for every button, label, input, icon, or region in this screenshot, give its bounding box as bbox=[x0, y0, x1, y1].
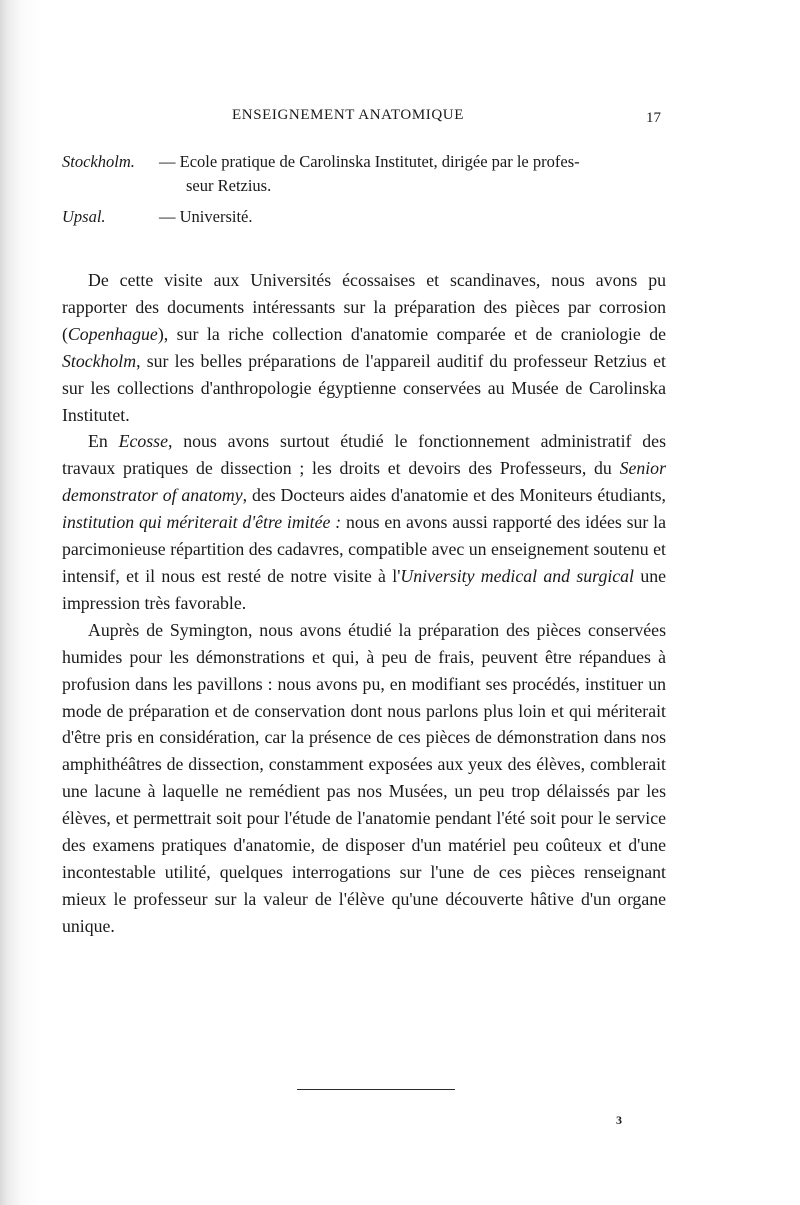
text-run: , nous avons surtout étudié le fonctionnement administratif des travaux pratiques de dissection ; les droits et devoirs des Professeurs, du bbox=[62, 431, 666, 479]
body-text bbox=[62, 267, 666, 940]
italic-run: Copenhague bbox=[67, 323, 158, 344]
italic-run: institution qui mériterait d'être imitée : bbox=[62, 512, 342, 533]
signature-mark: 3 bbox=[616, 1113, 622, 1127]
paragraph: Auprès de Symington, nous avons étudié la préparation des pièces conservées humides pour les démonstrations et qui, à peu de frais, peuvent être répandues à profusion dans les pavillons : nous avons pu, en modifiant ses procédés, instituer un mode de préparation et de conservation dont nous parlons plus loin et qui mériterait d'être pris en considération, car la présence de ces pièces de démonstration dans nos amphithéâtres de dissection, constamment exposées aux yeux des élèves, comblerait une lacune à laquelle ne remédient pas nos Musées, un peu trop délaissés par les élèves, et permettrait soit pour l'étude de l'anatomie pendant l'été soit pour le service des examens pratiques d'anatomie, de disposer d'un matériel peu coûteux et d'une incontestable utilité, quelques interrogations sur l'une de ces pièces renseignant mieux le professeur sur la valeur de l'élève qu'une découverte hâtive d'un organe unique. bbox=[62, 619, 666, 936]
entry-city: Upsal. bbox=[62, 207, 106, 226]
text-run: ), sur la riche collection d'anatomie comparée et de craniologie de bbox=[157, 323, 666, 344]
running-title: ENSEIGNEMENT ANATOMIQUE bbox=[232, 107, 464, 123]
text-run: , sur les belles préparations de l'appareil auditif du professeur Retzius et sur les collections d'anthropologie égyptienne conservées au Musée de Carolinska Institutet. bbox=[62, 350, 666, 425]
entry-description-line: seur Retzius. bbox=[186, 176, 272, 195]
page-number: 17 bbox=[646, 110, 661, 126]
text-run: nous en avons aussi rapporté des idées sur la parcimonieuse répartition des cadavres, compatible avec un enseignement soutenu et intensif, et il nous est resté de notre visite à l' bbox=[62, 512, 666, 586]
paragraph bbox=[62, 267, 666, 428]
entry-city: Stockholm. bbox=[62, 152, 135, 171]
text-run: En bbox=[88, 431, 119, 452]
italic-run: Ecosse bbox=[118, 431, 168, 452]
entry-description-line: — Université. bbox=[159, 207, 253, 226]
text-run: , des Docteurs aides d'anatomie et des Moniteurs étudiants, bbox=[242, 485, 666, 506]
text-run: De cette visite aux Universités écossaises et scandinaves, nous avons pu rapporter des documents intéressants sur la préparation des pièces par corrosion ( bbox=[62, 270, 666, 344]
entry-description bbox=[159, 205, 667, 229]
paragraph bbox=[62, 428, 666, 616]
italic-run: Senior demonstrator of anatomy bbox=[62, 458, 666, 506]
entry-description bbox=[159, 150, 667, 198]
italic-run: Stockholm bbox=[62, 350, 137, 371]
closing-rule bbox=[297, 1089, 455, 1090]
italic-run: University medical and surgical bbox=[400, 565, 634, 586]
entry-description-line: — Ecole pratique de Carolinska Institutet, dirigée par le profes- bbox=[159, 152, 580, 171]
text-run: une impression très favorable. bbox=[62, 565, 666, 613]
